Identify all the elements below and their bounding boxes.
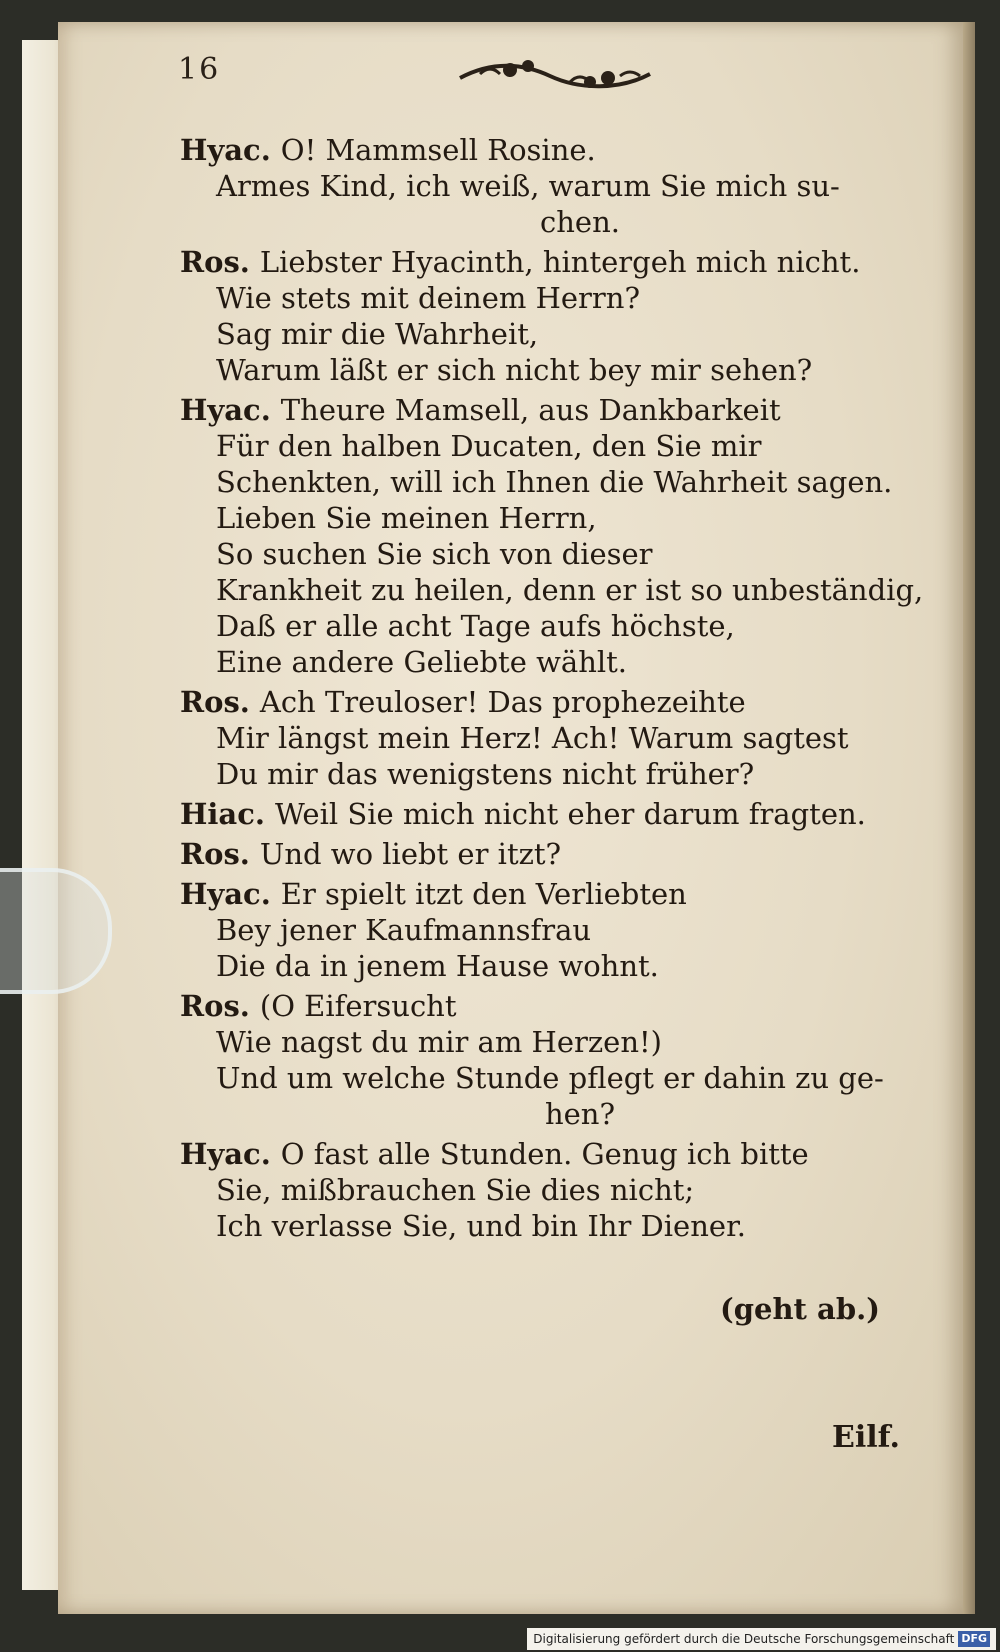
stage-direction: (geht ab.) [720,1292,880,1326]
speaker-name: Hiac. [180,797,265,831]
line-text: Ach Treuloser! Das prophezeihte [259,685,746,719]
text-line [180,720,920,756]
text-line [180,132,920,168]
line-text: Liebster Hyacinth, hintergeh mich nicht. [259,245,861,279]
speaker-name: Hyac. [180,133,271,167]
text-line [180,428,920,464]
line-text: Mir längst mein Herz! Ach! Warum sagtest [216,721,849,755]
text-line [180,608,920,644]
catchword: Eilf. [832,1420,900,1455]
play-text [180,132,924,1248]
text-line [180,204,920,240]
speech [180,796,920,832]
text-line [180,876,920,912]
text-line [180,1060,920,1096]
line-text: O! Mammsell Rosine. [280,133,596,167]
line-text: Schenkten, will ich Ihnen die Wahrheit sagen. [216,465,893,499]
line-text: Er spielt itzt den Verliebten [280,877,687,911]
line-text: O fast alle Stunden. Genug ich bitte [280,1137,809,1171]
line-text: Theure Mamsell, aus Dankbarkeit [280,393,781,427]
speaker-name: Ros. [180,837,250,871]
book-spine-shadow [963,22,975,1614]
line-text: Weil Sie mich nicht eher darum fragten. [274,797,866,831]
line-text: Ich verlasse Sie, und bin Ihr Diener. [216,1209,746,1243]
text-line [180,464,920,500]
speech [180,988,920,1132]
text-line [180,1096,920,1132]
line-text: Bey jener Kaufmannsfrau [216,913,592,947]
line-text: Warum läßt er sich nicht bey mir sehen? [216,353,813,387]
speaker-name: Hyac. [180,877,271,911]
speech [180,1136,920,1244]
line-text: Und um welche Stunde pflegt er dahin zu ge- [216,1061,884,1095]
text-line [180,644,920,680]
text-line [180,988,920,1024]
text-line [180,1024,920,1060]
text-line [180,796,920,832]
text-line [180,316,920,352]
speech [180,244,920,388]
speaker-name: Ros. [180,245,250,279]
speech [180,684,920,792]
line-text: Daß er alle acht Tage aufs höchste, [216,609,735,643]
line-text: Sie, mißbrauchen Sie dies nicht; [216,1173,695,1207]
text-line [180,500,920,536]
text-line [180,280,920,316]
line-text: Du mir das wenigstens nicht früher? [216,757,755,791]
line-text: Lieben Sie meinen Herrn, [216,501,597,535]
page-clip [0,868,112,994]
line-text: Wie nagst du mir am Herzen!) [216,1025,662,1059]
speaker-name: Hyac. [180,393,271,427]
ornament-icon [450,52,660,94]
text-line [180,756,920,792]
speaker-name: Hyac. [180,1137,271,1171]
text-line [180,1172,920,1208]
speaker-name: Ros. [180,989,250,1023]
page-number: 16 [178,52,221,87]
line-text: chen. [540,205,620,239]
digitization-credit [527,1628,996,1650]
line-text: So suchen Sie sich von dieser [216,537,653,571]
line-text: Eine andere Geliebte wählt. [216,645,628,679]
text-line [180,948,920,984]
speaker-name: Ros. [180,685,250,719]
speech [180,392,924,680]
line-text: hen? [544,1097,616,1131]
text-line [180,168,920,204]
speech [180,836,920,872]
line-text: Krankheit zu heilen, denn er ist so unbeständig, [216,573,924,607]
speech [180,132,920,240]
text-line [180,572,924,608]
line-text: Und wo liebt er itzt? [259,837,562,871]
speech [180,876,920,984]
text-line [180,912,920,948]
text-line [180,684,920,720]
dfg-logo-icon: DFG [958,1631,990,1647]
credit-text: Digitalisierung gefördert durch die Deutsche Forschungsgemeinschaft [533,1632,955,1646]
text-line [180,1208,920,1244]
text-line [180,352,920,388]
line-text: Wie stets mit deinem Herrn? [216,281,641,315]
line-text: Sag mir die Wahrheit, [216,317,539,351]
text-line [180,836,920,872]
text-line [180,1136,920,1172]
line-text: Für den halben Ducaten, den Sie mir [216,429,762,463]
line-text: Armes Kind, ich weiß, warum Sie mich su- [216,169,840,203]
text-line [180,244,920,280]
line-text: Die da in jenem Hause wohnt. [216,949,659,983]
text-line [180,392,920,428]
text-line [180,536,920,572]
line-text: (O Eifersucht [259,989,457,1023]
